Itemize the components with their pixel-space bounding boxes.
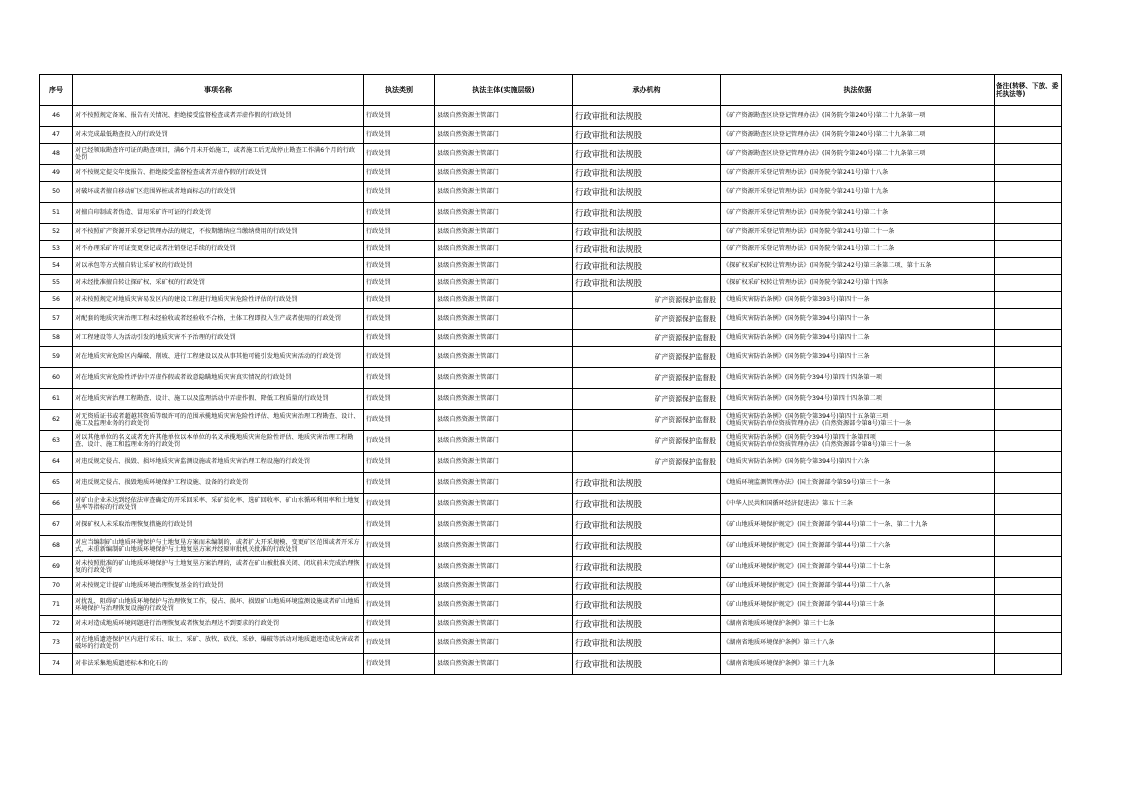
cell-category: 行政处罚	[364, 452, 435, 473]
table-row	[40, 473, 1062, 494]
cell-enforcement-body: 县级自然资源主管部门	[435, 347, 573, 368]
table-row	[40, 182, 1062, 203]
header-remark: 备注(转移、下放、委托执法等)	[995, 75, 1062, 106]
cell-remark	[995, 452, 1062, 473]
cell-enforcement-body: 县级自然资源主管部门	[435, 536, 573, 557]
cell-legal-basis: 《矿产资源勘查区块登记管理办法》(国务院令第240号)第二十九条第二项	[721, 127, 995, 144]
cell-remark	[995, 368, 1062, 389]
header-org: 承办机构	[573, 75, 721, 106]
cell-handling-org: 行政审批和法规股	[573, 258, 721, 275]
cell-category: 行政处罚	[364, 309, 435, 330]
cell-legal-basis: 《地质灾害防治条例》(国务院令第394号)第四十一条	[721, 309, 995, 330]
cell-category: 行政处罚	[364, 473, 435, 494]
cell-legal-basis: 《矿产资源开采登记管理办法》(国务院令第241号)第十九条	[721, 182, 995, 203]
cell-enforcement-body: 县级自然资源主管部门	[435, 431, 573, 452]
cell-legal-basis: 《中华人民共和国循环经济促进法》第五十三条	[721, 494, 995, 515]
cell-no: 47	[40, 127, 73, 144]
cell-enforcement-body: 县级自然资源主管部门	[435, 616, 573, 633]
cell-remark	[995, 515, 1062, 536]
cell-handling-org: 行政审批和法规股	[573, 494, 721, 515]
cell-remark	[995, 536, 1062, 557]
table-row	[40, 292, 1062, 309]
cell-item-name: 对非法采集地质遗迹标本和化石的	[73, 654, 364, 675]
table-row	[40, 275, 1062, 292]
cell-handling-org: 行政审批和法规股	[573, 224, 721, 241]
cell-legal-basis: 《矿产资源开采登记管理办法》(国务院令第241号)第二十二条	[721, 241, 995, 258]
cell-item-name: 对以承包等方式擅自转让采矿权的行政处罚	[73, 258, 364, 275]
table-row	[40, 515, 1062, 536]
cell-item-name: 对在地质灾害危险区内爆破、削坡、进行工程建设以及从事其他可能引发地质灾害活动的行政处罚	[73, 347, 364, 368]
cell-enforcement-body: 县级自然资源主管部门	[435, 473, 573, 494]
cell-handling-org: 行政审批和法规股	[573, 165, 721, 182]
cell-enforcement-body: 县级自然资源主管部门	[435, 410, 573, 431]
cell-remark	[995, 127, 1062, 144]
cell-no: 52	[40, 224, 73, 241]
cell-legal-basis: 《矿产资源开采登记管理办法》(国务院令第241号)第二十一条	[721, 224, 995, 241]
table-row	[40, 578, 1062, 595]
table-header-row	[40, 75, 1062, 106]
cell-handling-org: 行政审批和法规股	[573, 654, 721, 675]
cell-remark	[995, 431, 1062, 452]
cell-legal-basis: 《矿山地质环境保护规定》(国土资源部令第44号)第三十条	[721, 595, 995, 616]
cell-no: 67	[40, 515, 73, 536]
cell-handling-org: 矿产资源保护监督股	[573, 431, 721, 452]
cell-no: 73	[40, 633, 73, 654]
cell-remark	[995, 347, 1062, 368]
cell-enforcement-body: 县级自然资源主管部门	[435, 595, 573, 616]
cell-remark	[995, 309, 1062, 330]
cell-item-name: 对无资质证书或者超越其资质等级许可的范围承揽地质灾害危险性评估、地质灾害治理工程勘查、设计、施工及监理业务的行政处罚	[73, 410, 364, 431]
cell-no: 69	[40, 557, 73, 578]
cell-remark	[995, 292, 1062, 309]
cell-remark	[995, 203, 1062, 224]
cell-remark	[995, 258, 1062, 275]
cell-legal-basis: 《矿山地质环境保护规定》(国土资源部令第44号)第二十七条	[721, 557, 995, 578]
cell-legal-basis: 《矿山地质环境保护规定》(国土资源部令第44号)第二十六条	[721, 536, 995, 557]
cell-item-name: 对未经批准擅自转让探矿权、采矿权的行政处罚	[73, 275, 364, 292]
cell-handling-org: 行政审批和法规股	[573, 536, 721, 557]
cell-legal-basis: 《探矿权采矿权转让管理办法》(国务院令第242号)第十四条	[721, 275, 995, 292]
cell-legal-basis: 《矿产资源勘查区块登记管理办法》(国务院令第240号)第二十九条第三项	[721, 144, 995, 165]
table-row	[40, 203, 1062, 224]
header-category: 执法类别	[364, 75, 435, 106]
cell-handling-org: 行政审批和法规股	[573, 144, 721, 165]
cell-item-name: 对违反规定侵占、损毁、损坏地质灾害监测设施或者地质灾害治理工程设施的行政处罚	[73, 452, 364, 473]
cell-handling-org: 行政审批和法规股	[573, 578, 721, 595]
cell-legal-basis: 《地质灾害防治条例》(国务院令394号)第四十四条第二项	[721, 389, 995, 410]
cell-remark	[995, 275, 1062, 292]
cell-legal-basis: 《矿山地质环境保护规定》(国土资源部令第44号)第二十八条	[721, 578, 995, 595]
cell-enforcement-body: 县级自然资源主管部门	[435, 330, 573, 347]
cell-category: 行政处罚	[364, 275, 435, 292]
cell-item-name: 对未按照规定对地质灾害易发区内的建设工程进行地质灾害危险性评估的行政处罚	[73, 292, 364, 309]
cell-remark	[995, 578, 1062, 595]
cell-no: 53	[40, 241, 73, 258]
cell-no: 54	[40, 258, 73, 275]
cell-legal-basis: 《地质灾害防治条例》(国务院令394号)第四十四条第一项	[721, 368, 995, 389]
cell-handling-org: 行政审批和法规股	[573, 127, 721, 144]
cell-category: 行政处罚	[364, 292, 435, 309]
header-body: 执法主体(实施层级)	[435, 75, 573, 106]
cell-remark	[995, 557, 1062, 578]
cell-handling-org: 矿产资源保护监督股	[573, 309, 721, 330]
cell-item-name: 对破坏或者擅自移动矿区范围界桩或者地面标志的行政处罚	[73, 182, 364, 203]
cell-legal-basis: 《地质灾害防治条例》(国务院令第394号)第四十六条	[721, 452, 995, 473]
cell-item-name: 对配套的地质灾害治理工程未经验收或者经验收不合格，主体工程即投入生产或者使用的行政处罚	[73, 309, 364, 330]
cell-no: 48	[40, 144, 73, 165]
cell-no: 57	[40, 309, 73, 330]
cell-handling-org: 矿产资源保护监督股	[573, 292, 721, 309]
cell-handling-org: 行政审批和法规股	[573, 473, 721, 494]
table-row	[40, 224, 1062, 241]
cell-item-name: 对不按照规定备案、报告有关情况、拒绝接受监督检查或者弄虚作假的行政处罚	[73, 106, 364, 127]
cell-item-name: 对未按规定计提矿山地质环境治理恢复基金的行政处罚	[73, 578, 364, 595]
cell-handling-org: 行政审批和法规股	[573, 275, 721, 292]
cell-enforcement-body: 县级自然资源主管部门	[435, 127, 573, 144]
cell-category: 行政处罚	[364, 347, 435, 368]
cell-legal-basis: 《地质环境监测管理办法》(国土资源部令第59号)第三十一条	[721, 473, 995, 494]
cell-handling-org: 行政审批和法规股	[573, 633, 721, 654]
cell-category: 行政处罚	[364, 182, 435, 203]
cell-item-name: 对探矿权人未采取治理恢复措施的行政处罚	[73, 515, 364, 536]
cell-no: 51	[40, 203, 73, 224]
cell-remark	[995, 182, 1062, 203]
cell-legal-basis: 《地质灾害防治条例》(国务院令第394号)第四十二条	[721, 330, 995, 347]
cell-remark	[995, 241, 1062, 258]
table-row	[40, 654, 1062, 675]
cell-enforcement-body: 县级自然资源主管部门	[435, 203, 573, 224]
cell-category: 行政处罚	[364, 144, 435, 165]
cell-legal-basis: 《湖南省地质环境保护条例》第三十七条	[721, 616, 995, 633]
cell-handling-org: 矿产资源保护监督股	[573, 410, 721, 431]
cell-legal-basis: 《矿山地质环境保护规定》(国土资源部令第44号)第二十一条、第二十九条	[721, 515, 995, 536]
table-row	[40, 165, 1062, 182]
table-row	[40, 595, 1062, 616]
table-row	[40, 431, 1062, 452]
cell-legal-basis: 《探矿权采矿权转让管理办法》(国务院令第242号)第三条第二项、第十五条	[721, 258, 995, 275]
cell-no: 70	[40, 578, 73, 595]
cell-category: 行政处罚	[364, 368, 435, 389]
cell-enforcement-body: 县级自然资源主管部门	[435, 309, 573, 330]
table-row	[40, 410, 1062, 431]
table-row	[40, 258, 1062, 275]
cell-enforcement-body: 县级自然资源主管部门	[435, 144, 573, 165]
cell-handling-org: 行政审批和法规股	[573, 616, 721, 633]
cell-no: 64	[40, 452, 73, 473]
cell-handling-org: 行政审批和法规股	[573, 595, 721, 616]
table-row	[40, 309, 1062, 330]
cell-enforcement-body: 县级自然资源主管部门	[435, 292, 573, 309]
cell-enforcement-body: 县级自然资源主管部门	[435, 557, 573, 578]
cell-handling-org: 矿产资源保护监督股	[573, 368, 721, 389]
cell-enforcement-body: 县级自然资源主管部门	[435, 182, 573, 203]
cell-no: 46	[40, 106, 73, 127]
cell-no: 71	[40, 595, 73, 616]
cell-category: 行政处罚	[364, 431, 435, 452]
cell-handling-org: 行政审批和法规股	[573, 106, 721, 127]
cell-item-name: 对工程建设等人为活动引发的地质灾害不予治理的行政处罚	[73, 330, 364, 347]
cell-category: 行政处罚	[364, 557, 435, 578]
cell-item-name: 对未按照批准的矿山地质环境保护与土地复垦方案治理的，或者在矿山被批准关闭、闭坑前未完成治理恢复的行政处罚	[73, 557, 364, 578]
cell-remark	[995, 654, 1062, 675]
cell-item-name: 对不办理采矿许可证变更登记或者注销登记手续的行政处罚	[73, 241, 364, 258]
cell-handling-org: 行政审批和法规股	[573, 203, 721, 224]
cell-no: 62	[40, 410, 73, 431]
cell-category: 行政处罚	[364, 258, 435, 275]
cell-remark	[995, 330, 1062, 347]
cell-legal-basis: 《地质灾害防治条例》(国务院令第393号)第四十一条	[721, 292, 995, 309]
table-row	[40, 452, 1062, 473]
cell-item-name: 对在地质灾害危险性评估中弄虚作假或者故意隐瞒地质灾害真实情况的行政处罚	[73, 368, 364, 389]
cell-category: 行政处罚	[364, 515, 435, 536]
cell-item-name: 对在地质遗迹保护区内进行采石、取土、采矿、放牧、砍伐、采砂、爆破等活动对地质遗迹造成危害或者破坏的行政处罚	[73, 633, 364, 654]
cell-category: 行政处罚	[364, 203, 435, 224]
table-row	[40, 557, 1062, 578]
cell-handling-org: 矿产资源保护监督股	[573, 452, 721, 473]
cell-category: 行政处罚	[364, 654, 435, 675]
cell-no: 72	[40, 616, 73, 633]
cell-enforcement-body: 县级自然资源主管部门	[435, 275, 573, 292]
table-row	[40, 347, 1062, 368]
cell-remark	[995, 106, 1062, 127]
cell-enforcement-body: 县级自然资源主管部门	[435, 654, 573, 675]
table-row	[40, 368, 1062, 389]
cell-enforcement-body: 县级自然资源主管部门	[435, 106, 573, 127]
cell-no: 59	[40, 347, 73, 368]
cell-handling-org: 矿产资源保护监督股	[573, 330, 721, 347]
cell-enforcement-body: 县级自然资源主管部门	[435, 258, 573, 275]
cell-legal-basis: 《矿产资源勘查区块登记管理办法》(国务院令第240号)第二十九条第一项	[721, 106, 995, 127]
cell-item-name: 对在地质灾害治理工程勘查、设计、施工以及监理活动中弄虚作假、降低工程质量的行政处罚	[73, 389, 364, 410]
cell-category: 行政处罚	[364, 536, 435, 557]
cell-category: 行政处罚	[364, 633, 435, 654]
cell-legal-basis: 《地质灾害防治条例》(国务院令第394号)第四十三条	[721, 347, 995, 368]
cell-item-name: 对矿山企业未达到经依法审查确定的开采回采率、采矿贫化率、选矿回收率、矿山水循环利用率和土地复垦率等指标的行政处罚	[73, 494, 364, 515]
cell-remark	[995, 410, 1062, 431]
cell-legal-basis: 《矿产资源开采登记管理办法》(国务院令第241号)第十八条	[721, 165, 995, 182]
cell-category: 行政处罚	[364, 330, 435, 347]
cell-enforcement-body: 县级自然资源主管部门	[435, 368, 573, 389]
cell-handling-org: 行政审批和法规股	[573, 557, 721, 578]
cell-no: 74	[40, 654, 73, 675]
cell-remark	[995, 633, 1062, 654]
cell-enforcement-body: 县级自然资源主管部门	[435, 578, 573, 595]
cell-enforcement-body: 县级自然资源主管部门	[435, 633, 573, 654]
table-row	[40, 494, 1062, 515]
cell-no: 60	[40, 368, 73, 389]
cell-item-name: 对擅自印制或者伪造、冒用采矿许可证的行政处罚	[73, 203, 364, 224]
cell-enforcement-body: 县级自然资源主管部门	[435, 241, 573, 258]
cell-remark	[995, 144, 1062, 165]
cell-category: 行政处罚	[364, 578, 435, 595]
cell-remark	[995, 494, 1062, 515]
cell-legal-basis: 《地质灾害防治条例》(国务院令394号)第四十条第四项 《地质灾害防治单位资质管理办法》(自然资源部令第8号)第三十一条	[721, 431, 995, 452]
cell-remark	[995, 616, 1062, 633]
cell-remark	[995, 595, 1062, 616]
cell-enforcement-body: 县级自然资源主管部门	[435, 165, 573, 182]
cell-category: 行政处罚	[364, 241, 435, 258]
header-basis: 执法依据	[721, 75, 995, 106]
cell-no: 58	[40, 330, 73, 347]
cell-no: 63	[40, 431, 73, 452]
table-row	[40, 106, 1062, 127]
cell-item-name: 对应当编制矿山地质环境保护与土地复垦方案而未编制的，或者扩大开采规模、变更矿区范围或者开采方式，未重新编制矿山地质环境保护与土地复垦方案并经原审批机关批准的行政处罚	[73, 536, 364, 557]
table-row	[40, 330, 1062, 347]
cell-item-name: 对未完成最低勘查投入的行政处罚	[73, 127, 364, 144]
table-row	[40, 144, 1062, 165]
cell-enforcement-body: 县级自然资源主管部门	[435, 515, 573, 536]
cell-category: 行政处罚	[364, 494, 435, 515]
cell-item-name: 对未对造成地质环境问题进行治理恢复或者恢复治理达不到要求的行政处罚	[73, 616, 364, 633]
cell-legal-basis: 《地质灾害防治条例》(国务院令第394号)第四十五条第三项 《地质灾害防治单位资质管理办法》(自然资源部令第8号)第三十一条	[721, 410, 995, 431]
cell-legal-basis: 《矿产资源开采登记管理办法》(国务院令第241号)第二十条	[721, 203, 995, 224]
table-row	[40, 389, 1062, 410]
table-row	[40, 633, 1062, 654]
cell-remark	[995, 165, 1062, 182]
table-row	[40, 536, 1062, 557]
cell-legal-basis: 《湖南省地质环境保护条例》第三十八条	[721, 633, 995, 654]
cell-handling-org: 矿产资源保护监督股	[573, 347, 721, 368]
cell-no: 66	[40, 494, 73, 515]
cell-legal-basis: 《湖南省地质环境保护条例》第三十九条	[721, 654, 995, 675]
cell-enforcement-body: 县级自然资源主管部门	[435, 389, 573, 410]
cell-no: 49	[40, 165, 73, 182]
table-body	[40, 106, 1062, 675]
table-row	[40, 127, 1062, 144]
cell-category: 行政处罚	[364, 106, 435, 127]
cell-item-name: 对以其他单位的名义或者允许其他单位以本单位的名义承揽地质灾害危险性评估、地质灾害治理工程勘查、设计、施工和监理业务的行政处罚	[73, 431, 364, 452]
cell-remark	[995, 473, 1062, 494]
cell-item-name: 对不按照矿产资源开采登记管理办法的规定，不按期缴纳应当缴纳费用的行政处罚	[73, 224, 364, 241]
cell-category: 行政处罚	[364, 165, 435, 182]
cell-category: 行政处罚	[364, 224, 435, 241]
header-no: 序号	[40, 75, 73, 106]
cell-item-name: 对扰乱、阻碍矿山地质环境保护与治理恢复工作，侵占、损坏、损毁矿山地质环境监测设施或者矿山地质环境保护与治理恢复设施的行政处罚	[73, 595, 364, 616]
cell-handling-org: 行政审批和法规股	[573, 241, 721, 258]
cell-handling-org: 行政审批和法规股	[573, 515, 721, 536]
cell-no: 55	[40, 275, 73, 292]
cell-category: 行政处罚	[364, 410, 435, 431]
header-name: 事项名称	[73, 75, 364, 106]
cell-item-name: 对违反规定侵占、损毁地质环境保护工程设施、设备的行政处罚	[73, 473, 364, 494]
cell-category: 行政处罚	[364, 595, 435, 616]
enforcement-items-table	[39, 74, 1062, 675]
cell-handling-org: 矿产资源保护监督股	[573, 389, 721, 410]
table-row	[40, 241, 1062, 258]
cell-no: 68	[40, 536, 73, 557]
cell-enforcement-body: 县级自然资源主管部门	[435, 494, 573, 515]
cell-no: 50	[40, 182, 73, 203]
cell-enforcement-body: 县级自然资源主管部门	[435, 224, 573, 241]
cell-remark	[995, 224, 1062, 241]
cell-item-name: 对已经领取勘查许可证的勘查项目，满6个月未开始施工，或者施工后无故停止勘查工作满6个月的行政处罚	[73, 144, 364, 165]
table-row	[40, 616, 1062, 633]
cell-handling-org: 行政审批和法规股	[573, 182, 721, 203]
cell-item-name: 对不按规定提交年度报告、拒绝接受监督检查或者弄虚作假的行政处罚	[73, 165, 364, 182]
cell-no: 65	[40, 473, 73, 494]
cell-category: 行政处罚	[364, 389, 435, 410]
cell-category: 行政处罚	[364, 616, 435, 633]
cell-enforcement-body: 县级自然资源主管部门	[435, 452, 573, 473]
cell-no: 56	[40, 292, 73, 309]
cell-category: 行政处罚	[364, 127, 435, 144]
cell-remark	[995, 389, 1062, 410]
cell-no: 61	[40, 389, 73, 410]
